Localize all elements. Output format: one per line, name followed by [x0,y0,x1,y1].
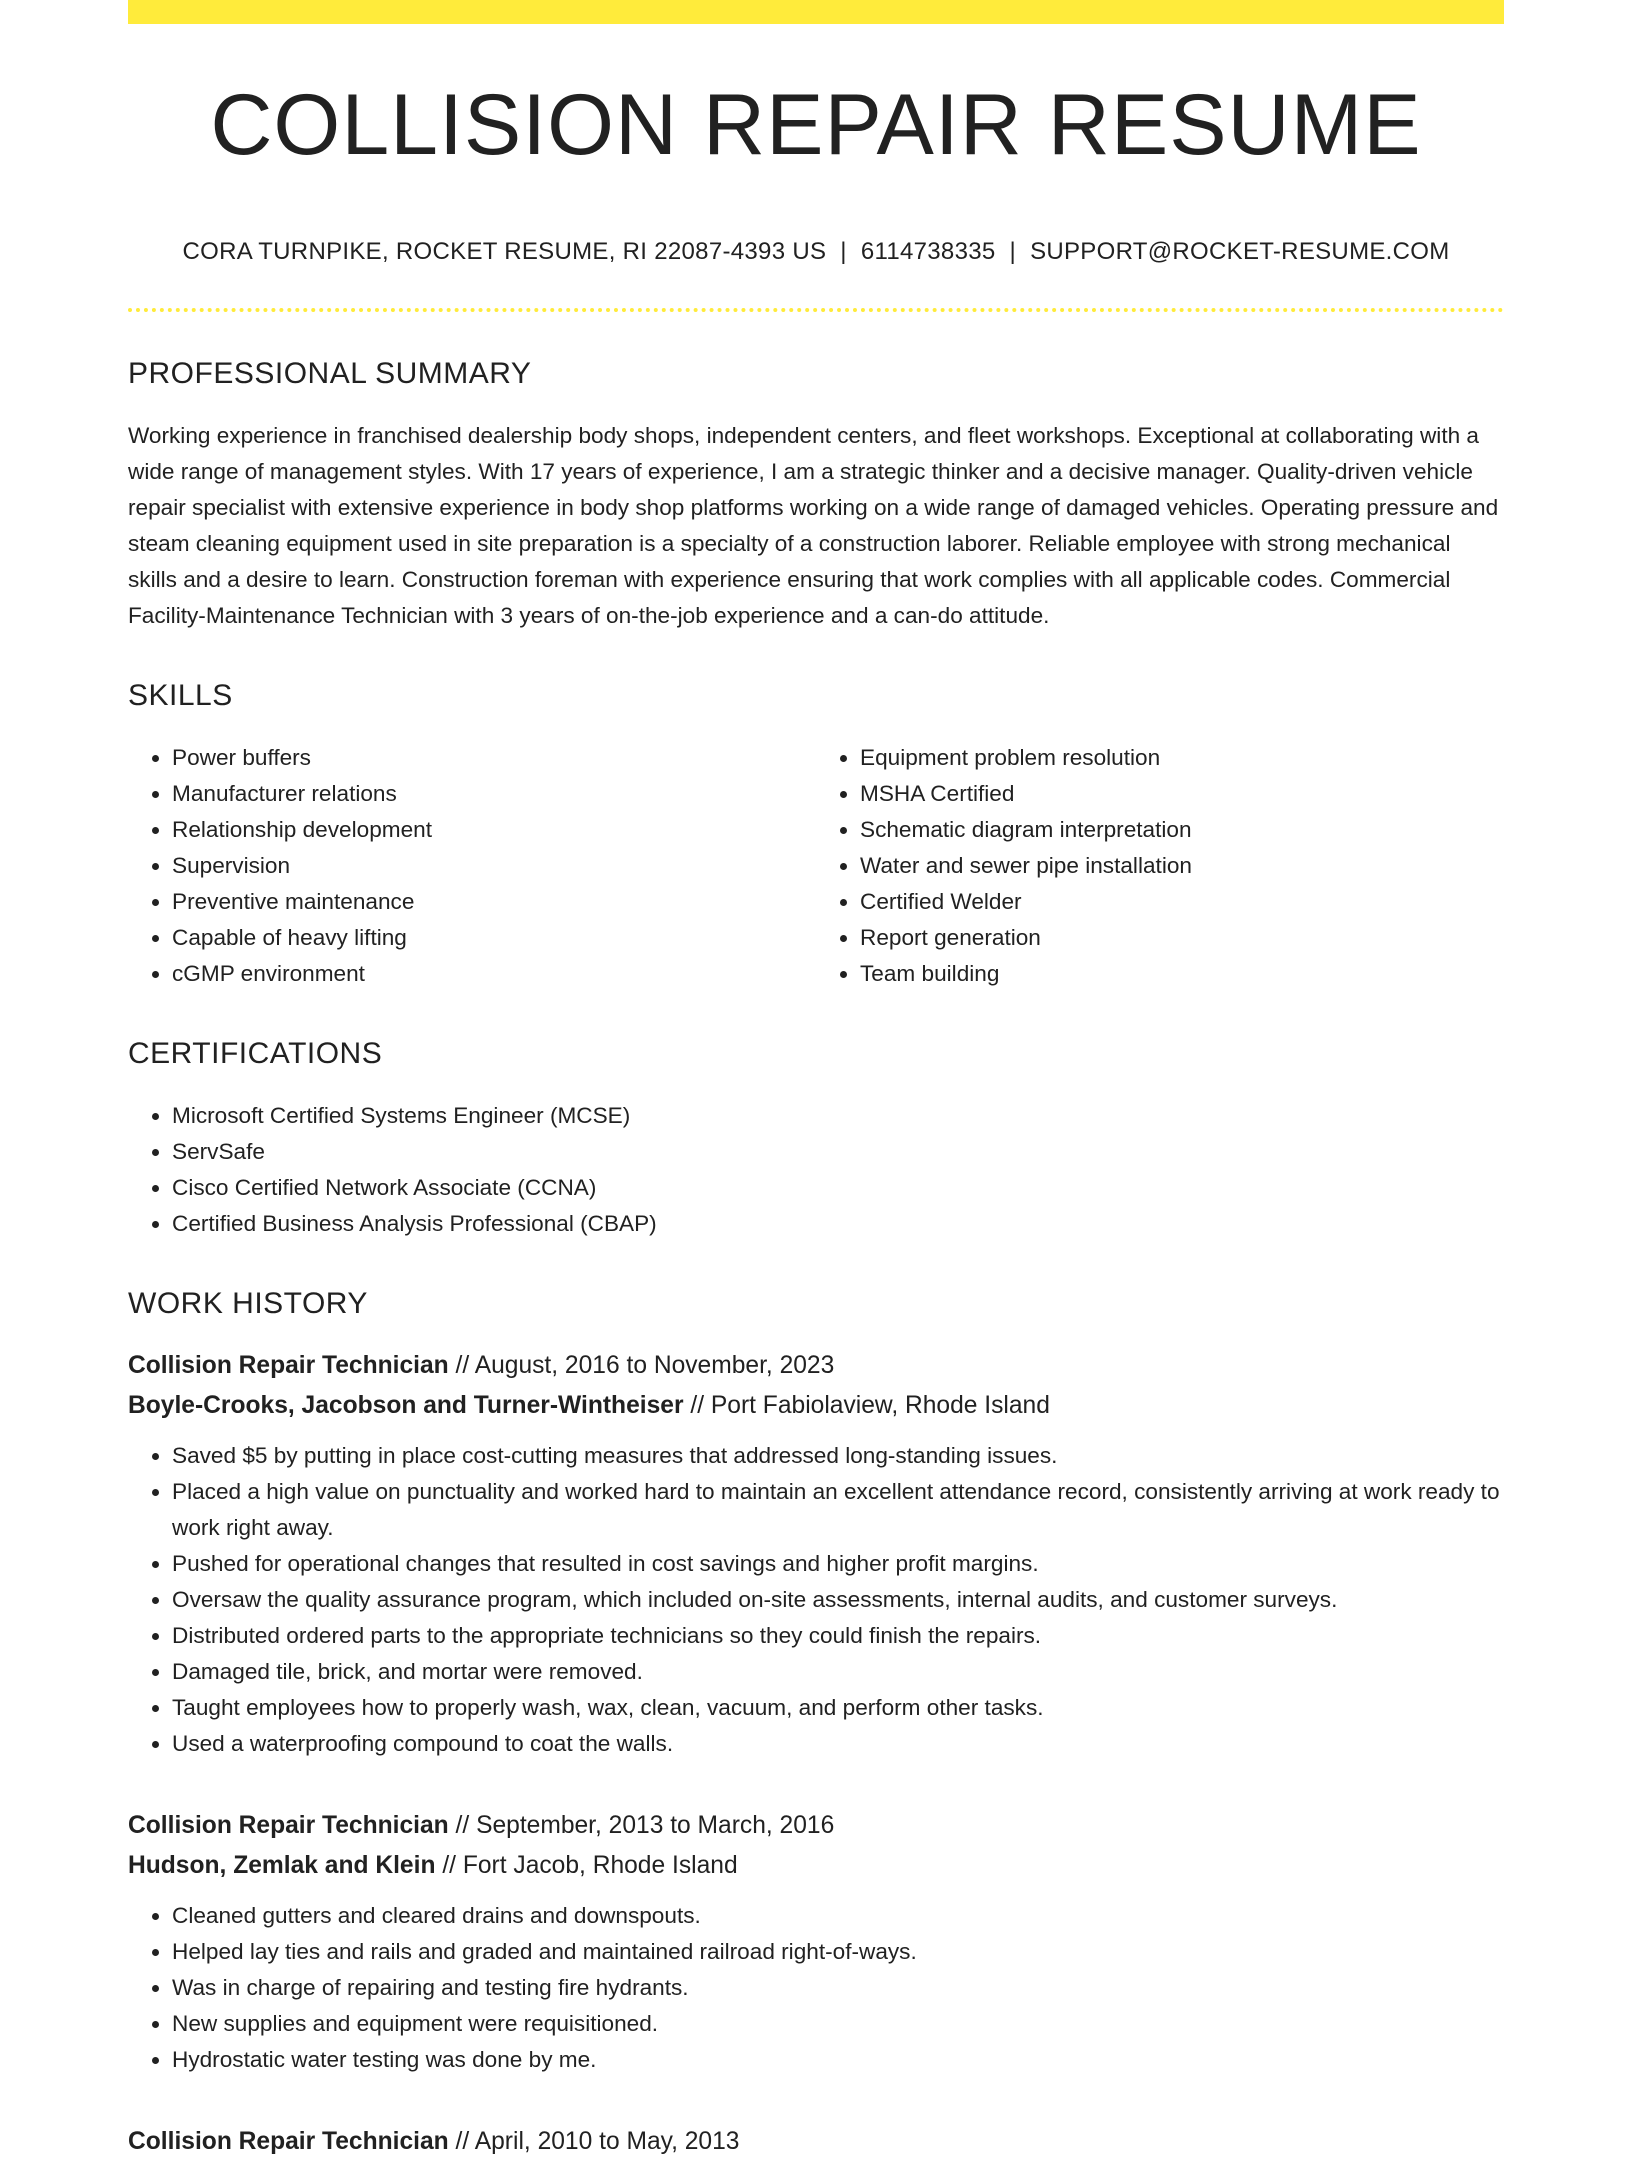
skills-heading: SKILLS [128,679,233,712]
contact-separator: | [1009,238,1017,265]
job-title: Collision Repair Technician [128,1812,449,1839]
skill-item: • Capable of heavy lifting [172,920,816,956]
job-bullet: • Was in charge of repairing and testing fire hydrants. [172,1970,1504,2006]
skills-list-right [816,740,1504,992]
job-bullet: • Placed a high value on punctuality and worked hard to maintain an excellent attendance record, consistently arriving at work ready to work right away. [172,1474,1504,1546]
certification-item: • Certified Business Analysis Professional (CBAP) [172,1206,1504,1242]
skills-grid [128,740,1504,992]
resume-page [128,0,1504,2162]
accent-bar [128,0,1504,24]
job-bullet: • Taught employees how to properly wash, wax, clean, vacuum, and perform other tasks. [172,1690,1504,1726]
contact-address: CORA TURNPIKE, ROCKET RESUME, RI 22087-4393 US [182,238,827,265]
skill-item: • Schematic diagram interpretation [860,812,1504,848]
contact-separator: | [840,238,847,265]
job-entry [128,2122,1504,2162]
job-bullets [128,1438,1504,1762]
skill-item: • Equipment problem resolution [860,740,1504,776]
job-divider: // [455,2128,470,2155]
certification-item: • ServSafe [172,1134,1504,1170]
job-company: Hudson, Zemlak and Klein [128,1852,436,1879]
skills-list-left [128,740,816,992]
resume-title: COLLISION REPAIR RESUME [210,77,1422,173]
work-history-heading: WORK HISTORY [128,1287,368,1320]
skill-item: • Manufacturer relations [172,776,816,812]
skill-item: • Team building [860,956,1504,992]
job-company-line [128,1386,1504,1426]
skill-item: • Relationship development [172,812,816,848]
skill-item: • Water and sewer pipe installation [860,848,1504,884]
job-entry [128,1806,1504,2078]
job-bullet: • Saved $5 by putting in place cost-cutting measures that addressed long-standing issues. [172,1438,1504,1474]
job-bullet: • Used a waterproofing compound to coat the walls. [172,1726,1504,1762]
job-location: Port Fabiolaview, Rhode Island [710,1392,1050,1419]
contact-email: SUPPORT@ROCKET-RESUME.COM [1030,238,1450,265]
certification-item: • Microsoft Certified Systems Engineer (MCSE) [172,1098,1504,1134]
job-bullet: • Cleaned gutters and cleared drains and downspouts. [172,1898,1504,1934]
skill-item: • Power buffers [172,740,816,776]
job-bullet: • Helped lay ties and rails and graded and maintained railroad right-of-ways. [172,1934,1504,1970]
job-divider: // [690,1392,705,1419]
skill-item: • Supervision [172,848,816,884]
skill-item: • Report generation [860,920,1504,956]
job-company: Boyle-Crooks, Jacobson and Turner-Wintheiser [128,1392,684,1419]
certifications-list [128,1098,1504,1242]
certification-item: • Cisco Certified Network Associate (CCNA) [172,1170,1504,1206]
job-title: Collision Repair Technician [128,2128,449,2155]
summary-heading: PROFESSIONAL SUMMARY [128,357,532,390]
dotted-divider [128,308,1504,312]
job-bullets [128,1898,1504,2078]
skill-item: • Preventive maintenance [172,884,816,920]
job-title: Collision Repair Technician [128,1352,449,1379]
certifications-heading: CERTIFICATIONS [128,1037,383,1070]
job-location: Fort Jacob, Rhode Island [462,1852,738,1879]
job-bullet: • Oversaw the quality assurance program, which included on-site assessments, internal audits, and customer surveys. [172,1582,1504,1618]
job-bullet: • Hydrostatic water testing was done by me. [172,2042,1504,2078]
job-title-line [128,1806,1504,1846]
skill-item: • cGMP environment [172,956,816,992]
skill-item: • MSHA Certified [860,776,1504,812]
summary-text: Working experience in franchised dealership body shops, independent centers, and fleet workshops. Exceptional at collaborating with a wide range of management styles. With 17 years of experience, I am a strategic thinker and a decisive manager. Quality-driven vehicle repair specialist with extensive experience in body shop platforms working on a wide range of damaged vehicles. Operating pressure and steam cleaning equipment used in site preparation is a specialty of a construction laborer. Reliable employee with strong mechanical skills and a desire to learn. Construction foreman with experience ensuring that work complies with all applicable codes. Commercial Facility-Maintenance Technician with 3 years of on-the-job experience and a can-do attitude. [128,423,1499,628]
job-title-line [128,2122,1504,2162]
contact-line [128,236,1504,268]
job-divider: // [455,1812,470,1839]
job-bullet: • Damaged tile, brick, and mortar were removed. [172,1654,1504,1690]
job-divider: // [455,1352,470,1379]
job-title-line [128,1346,1504,1386]
job-bullet: • New supplies and equipment were requisitioned. [172,2006,1504,2042]
job-dates: April, 2010 to May, 2013 [474,2128,740,2155]
job-bullet: • Pushed for operational changes that resulted in cost savings and higher profit margins. [172,1546,1504,1582]
job-bullet: • Distributed ordered parts to the appropriate technicians so they could finish the repairs. [172,1618,1504,1654]
skill-item: • Certified Welder [860,884,1504,920]
job-entry [128,1346,1504,1762]
job-dates: August, 2016 to November, 2023 [474,1352,835,1379]
job-dates: September, 2013 to March, 2016 [476,1812,835,1839]
job-company-line [128,1846,1504,1886]
contact-phone: 6114738335 [860,238,996,265]
job-divider: // [442,1852,456,1879]
